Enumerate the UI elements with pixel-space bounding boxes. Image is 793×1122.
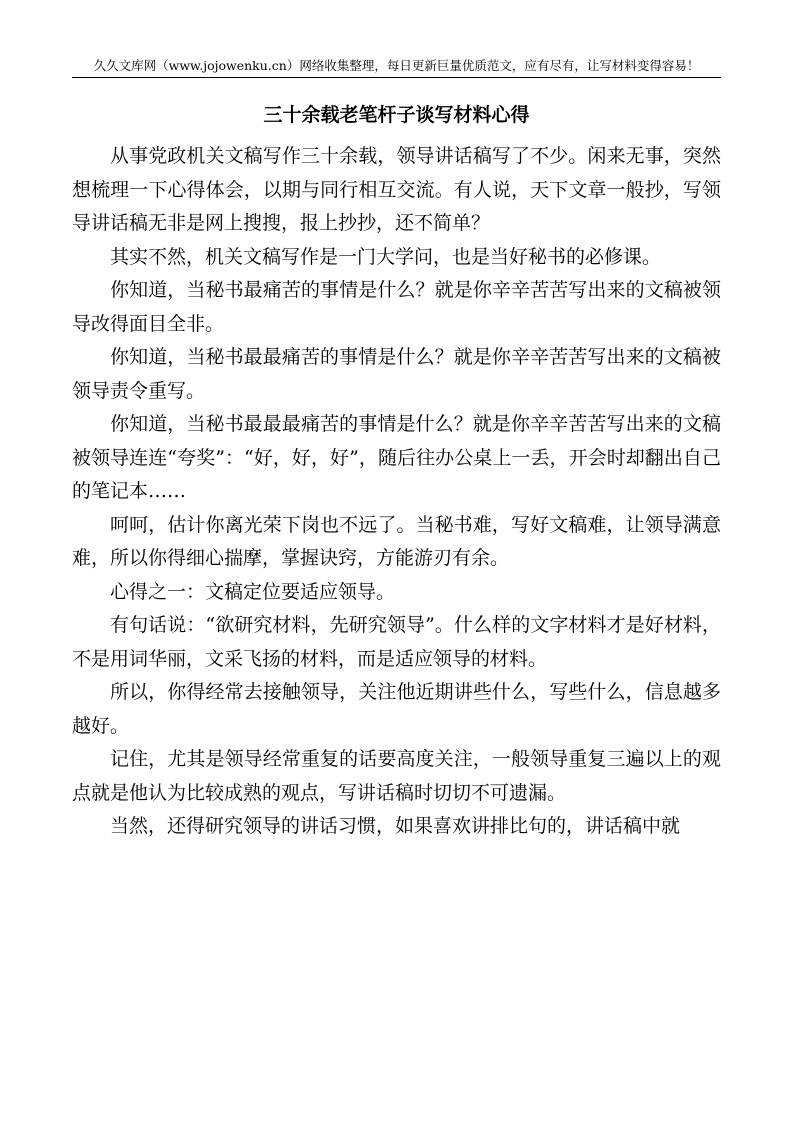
document-title: 三十余载老笔杆子谈写材料心得: [263, 104, 530, 126]
paragraph: 有句话说：“欲研究材料，先研究领导”。什么样的文字材料才是好材料，不是用词华丽，文采飞扬的材料，而是适应领导的材料。: [72, 614, 721, 670]
section-heading: 心得之一：文稿定位要适应领导。: [110, 580, 396, 603]
paragraph: 从事党政机关文稿写作三十余载，领导讲话稿写了不少。闲来无事，突然想梳理一下心得体会，以期与同行相互交流。有人说，天下文章一般抄，写领导讲话稿无非是网上搜搜，报上抄抄，还不简单？: [72, 145, 721, 234]
paragraph: 你知道，当秘书最痛苦的事情是什么？就是你辛辛苦苦写出来的文稿被领导改得面目全非。: [72, 279, 721, 335]
paragraph: 你知道，当秘书最最痛苦的事情是什么？就是你辛辛苦苦写出来的文稿被领导责令重写。: [72, 346, 721, 402]
paragraph: 呵呵，估计你离光荣下岗也不远了。当秘书难，写好文稿难，让领导满意难，所以你得细心揣摩，掌握诀窍，方能游刃有余。: [72, 513, 721, 569]
paragraph: 所以，你得经常去接触领导，关注他近期讲些什么，写些什么，信息越多越好。: [72, 681, 721, 737]
document-body: [72, 140, 721, 844]
paragraph: 你知道，当秘书最最最痛苦的事情是什么？就是你辛辛苦苦写出来的文稿被领导连连“夸奖”：“好，好，好”，随后往办公桌上一丢，开会时却翻出自己的笔记本……: [72, 413, 721, 502]
paragraph: 其实不然，机关文稿写作是一门大学问，也是当好秘书的必修课。: [110, 245, 662, 268]
page-header: 久久文库网（www.jojowenku.cn）网络收集整理，每日更新巨量优质范文，应有尽有，让写材料变得容易！: [93, 58, 700, 73]
paragraph: 当然，还得研究领导的讲话习惯，如果喜欢讲排比句的，讲话稿中就: [110, 815, 681, 837]
paragraph: 记住，尤其是领导经常重复的话要高度关注，一般领导重复三遍以上的观点就是他认为比较成熟的观点，写讲话稿时切切不可遗漏。: [72, 748, 721, 804]
header-rule: [72, 77, 721, 78]
